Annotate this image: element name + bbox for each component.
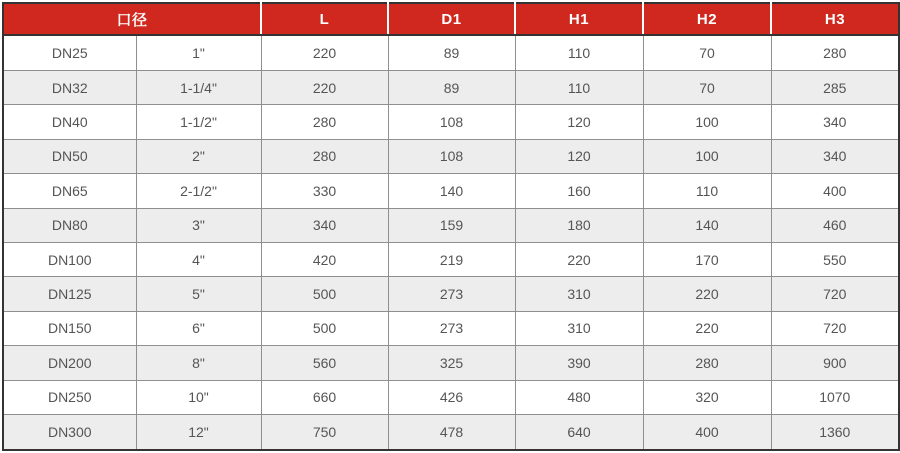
- col-header-h3: H3: [771, 3, 899, 35]
- cell-inch-size: 5": [136, 277, 261, 311]
- cell-h1: 110: [515, 70, 643, 104]
- cell-dn-size: DN80: [3, 208, 136, 242]
- table-row: [3, 70, 899, 104]
- cell-h1: 110: [515, 35, 643, 70]
- cell-inch-size: 1-1/2": [136, 105, 261, 139]
- cell-h1: 310: [515, 277, 643, 311]
- cell-h1: 160: [515, 174, 643, 208]
- col-header-d1: D1: [388, 3, 515, 35]
- cell-h2: 110: [643, 174, 771, 208]
- cell-h1: 180: [515, 208, 643, 242]
- col-header-diameter: 口径: [3, 3, 261, 35]
- cell-inch-size: 1": [136, 35, 261, 70]
- cell-h2: 220: [643, 277, 771, 311]
- cell-h2: 280: [643, 346, 771, 380]
- cell-h3: 340: [771, 105, 899, 139]
- cell-h3: 340: [771, 139, 899, 173]
- cell-h1: 640: [515, 415, 643, 450]
- cell-l: 220: [261, 70, 388, 104]
- dimensions-table: [2, 2, 900, 451]
- cell-h3: 1070: [771, 380, 899, 414]
- table-row: [3, 208, 899, 242]
- cell-h1: 120: [515, 139, 643, 173]
- cell-h3: 900: [771, 346, 899, 380]
- table-header: [3, 3, 899, 35]
- cell-h3: 550: [771, 242, 899, 276]
- cell-h2: 140: [643, 208, 771, 242]
- cell-h2: 170: [643, 242, 771, 276]
- cell-inch-size: 2-1/2": [136, 174, 261, 208]
- cell-dn-size: DN300: [3, 415, 136, 450]
- cell-d1: 219: [388, 242, 515, 276]
- table-row: [3, 35, 899, 70]
- table-row: [3, 174, 899, 208]
- table-row: [3, 380, 899, 414]
- header-row: [3, 3, 899, 35]
- cell-dn-size: DN200: [3, 346, 136, 380]
- table-row: [3, 415, 899, 450]
- table-row: [3, 277, 899, 311]
- cell-d1: 426: [388, 380, 515, 414]
- cell-d1: 108: [388, 105, 515, 139]
- cell-inch-size: 8": [136, 346, 261, 380]
- cell-l: 280: [261, 105, 388, 139]
- cell-h1: 220: [515, 242, 643, 276]
- cell-h3: 460: [771, 208, 899, 242]
- cell-l: 750: [261, 415, 388, 450]
- cell-inch-size: 4": [136, 242, 261, 276]
- cell-h2: 70: [643, 35, 771, 70]
- cell-dn-size: DN125: [3, 277, 136, 311]
- cell-l: 560: [261, 346, 388, 380]
- cell-h2: 70: [643, 70, 771, 104]
- cell-d1: 89: [388, 35, 515, 70]
- col-header-l: L: [261, 3, 388, 35]
- cell-inch-size: 12": [136, 415, 261, 450]
- cell-h2: 100: [643, 139, 771, 173]
- cell-h3: 400: [771, 174, 899, 208]
- cell-inch-size: 10": [136, 380, 261, 414]
- cell-dn-size: DN50: [3, 139, 136, 173]
- cell-h3: 280: [771, 35, 899, 70]
- cell-inch-size: 3": [136, 208, 261, 242]
- cell-h1: 390: [515, 346, 643, 380]
- cell-h1: 120: [515, 105, 643, 139]
- cell-l: 660: [261, 380, 388, 414]
- cell-h1: 480: [515, 380, 643, 414]
- col-header-h1: H1: [515, 3, 643, 35]
- cell-l: 330: [261, 174, 388, 208]
- cell-d1: 89: [388, 70, 515, 104]
- cell-l: 220: [261, 35, 388, 70]
- cell-inch-size: 6": [136, 311, 261, 345]
- cell-h2: 320: [643, 380, 771, 414]
- cell-h2: 400: [643, 415, 771, 450]
- cell-h3: 720: [771, 311, 899, 345]
- cell-dn-size: DN25: [3, 35, 136, 70]
- cell-d1: 273: [388, 311, 515, 345]
- cell-l: 420: [261, 242, 388, 276]
- table-row: [3, 346, 899, 380]
- table-row: [3, 139, 899, 173]
- col-header-h2: H2: [643, 3, 771, 35]
- cell-l: 280: [261, 139, 388, 173]
- cell-h3: 1360: [771, 415, 899, 450]
- cell-h3: 285: [771, 70, 899, 104]
- cell-inch-size: 1-1/4": [136, 70, 261, 104]
- cell-dn-size: DN100: [3, 242, 136, 276]
- cell-h2: 220: [643, 311, 771, 345]
- cell-l: 340: [261, 208, 388, 242]
- cell-d1: 325: [388, 346, 515, 380]
- table-row: [3, 311, 899, 345]
- cell-d1: 108: [388, 139, 515, 173]
- cell-inch-size: 2": [136, 139, 261, 173]
- cell-h1: 310: [515, 311, 643, 345]
- cell-l: 500: [261, 277, 388, 311]
- cell-d1: 159: [388, 208, 515, 242]
- cell-dn-size: DN150: [3, 311, 136, 345]
- cell-dn-size: DN40: [3, 105, 136, 139]
- table-row: [3, 242, 899, 276]
- cell-h3: 720: [771, 277, 899, 311]
- cell-d1: 140: [388, 174, 515, 208]
- cell-dn-size: DN250: [3, 380, 136, 414]
- cell-d1: 273: [388, 277, 515, 311]
- cell-dn-size: DN32: [3, 70, 136, 104]
- cell-dn-size: DN65: [3, 174, 136, 208]
- cell-d1: 478: [388, 415, 515, 450]
- cell-l: 500: [261, 311, 388, 345]
- cell-h2: 100: [643, 105, 771, 139]
- table-body: [3, 35, 899, 450]
- table-row: [3, 105, 899, 139]
